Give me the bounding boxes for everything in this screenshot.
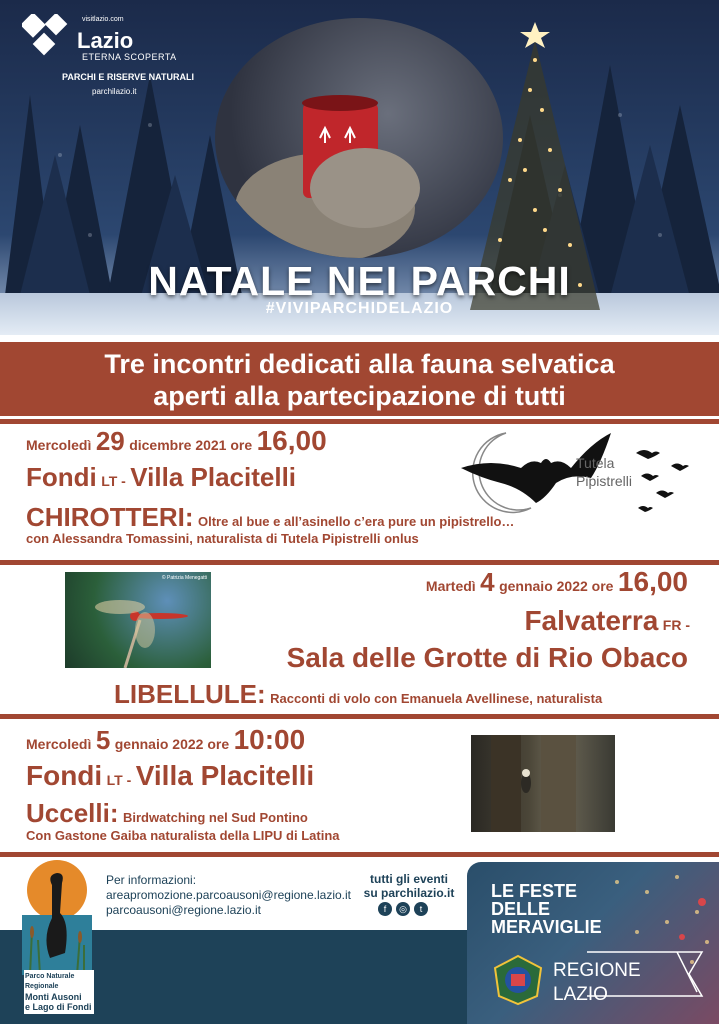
month-year: gennaio 2022 ore: [114, 736, 230, 752]
month-year: dicembre 2021 ore: [129, 437, 253, 453]
brand-tagline: ETERNA SCOPERTA: [82, 52, 177, 62]
divider: [0, 852, 719, 857]
event-1-date: [26, 425, 327, 457]
parks-url: parchilazio.it: [92, 87, 137, 96]
social-links: [378, 902, 428, 916]
lazio-mark-icon: [22, 14, 72, 64]
day-name: Mercoledì: [26, 736, 92, 752]
regione-lazio-emblem-icon: [493, 954, 543, 1006]
events-line-1: tutti gli eventi: [370, 872, 448, 886]
feste-title: [491, 882, 602, 936]
mug-photo: [215, 18, 503, 258]
divider: [0, 560, 719, 565]
month-year: gennaio 2022 ore: [499, 578, 614, 594]
hero-section: [0, 0, 719, 335]
page-title: NATALE NEI PARCHI: [148, 258, 571, 304]
photo-credit: © Patrizia Menegatti: [161, 575, 207, 581]
day-number: 5: [95, 725, 111, 755]
event-1-speaker: con Alessandra Tomassini, naturalista di Tutela Pipistrelli onlus: [26, 531, 419, 546]
logo-text-1: Tutela: [576, 455, 615, 471]
site-url: visitlazio.com: [82, 16, 124, 23]
topic: LIBELLULE:: [114, 679, 266, 709]
day-number: 4: [480, 567, 495, 597]
park-name-line-3: e Lago di Fondi: [25, 1002, 92, 1012]
email-1-link[interactable]: areapromozione.parcoausoni@regione.lazio.it: [106, 888, 351, 902]
banner-line-1: Tre incontri dedicati alla fauna selvatica: [104, 349, 615, 379]
topic-desc: Birdwatching nel Sud Pontino: [122, 810, 308, 825]
lazio-logo: [22, 14, 195, 96]
event-3-location: [26, 760, 314, 792]
banner-line-2: aperti alla partecipazione di tutti: [153, 381, 566, 411]
event-3-date: [26, 724, 305, 756]
place: Falvaterra: [524, 605, 659, 636]
event-3-topic: [26, 798, 308, 829]
province: LT -: [106, 772, 132, 788]
time: 16,00: [617, 566, 688, 597]
day-name: Mercoledì: [26, 437, 92, 453]
topic-desc: Oltre al bue e all’asinello c’era pure un pipistrello…: [198, 514, 515, 529]
event-2-date: [426, 566, 688, 598]
intro-banner: [0, 342, 719, 416]
twitter-icon[interactable]: t: [414, 902, 428, 916]
event-2-location: [524, 605, 690, 637]
facebook-icon[interactable]: f: [378, 902, 392, 916]
bird-photo: [471, 735, 615, 832]
email-2-link[interactable]: parcoausoni@regione.lazio.it: [106, 903, 261, 917]
day-number: 29: [95, 426, 125, 456]
province: FR -: [662, 617, 690, 633]
info-label: Per informazioni:: [106, 873, 197, 887]
park-name-line-2: Monti Ausoni: [25, 992, 82, 1002]
park-name-line-1: Parco Naturale Regionale: [25, 973, 75, 990]
brand-name: Lazio: [77, 28, 134, 53]
regione-line-1: REGIONE: [553, 960, 641, 981]
regione-line-2: LAZIO: [553, 984, 608, 1005]
event-3-speaker: Con Gastone Gaiba naturalista della LIPU di Latina: [26, 828, 340, 843]
instagram-icon[interactable]: ◎: [396, 902, 410, 916]
feste-meraviglie-panel: [467, 862, 719, 1024]
logo-text-2: Pipistrelli: [576, 473, 633, 489]
divider: [0, 419, 719, 424]
event-2-topic: [114, 679, 602, 710]
hashtag: #VIVIPARCHIDELAZIO: [265, 300, 454, 317]
venue: Villa Placitelli: [135, 760, 315, 791]
park-name: [24, 970, 94, 1014]
regione-lazio-label: [553, 959, 641, 1007]
place: Fondi: [26, 462, 97, 492]
event-1-topic: [26, 502, 514, 533]
day-name: Martedì: [425, 578, 476, 594]
time: 10:00: [233, 724, 306, 755]
feste-line-1: LE FESTE: [491, 881, 578, 901]
parks-label: PARCHI E RISERVE NATURALI: [62, 72, 195, 82]
feste-line-2: DELLE: [491, 899, 551, 919]
place: Fondi: [26, 760, 103, 791]
feste-line-3: MERAVIGLIE: [491, 917, 602, 937]
event-2-venue: Sala delle Grotte di Rio Obaco: [286, 642, 688, 673]
venue: Villa Placitelli: [130, 462, 297, 492]
contact-info: [106, 873, 351, 918]
topic: CHIROTTERI:: [26, 502, 194, 532]
time: 16,00: [256, 425, 327, 456]
tutela-pipistrelli-logo: [456, 428, 706, 518]
dragonfly-photo: [65, 572, 211, 668]
province: LT -: [101, 473, 126, 489]
all-events: [354, 872, 464, 900]
topic: Uccelli:: [26, 798, 119, 828]
divider: [0, 714, 719, 719]
events-line-2[interactable]: su parchilazio.it: [363, 886, 455, 900]
event-1-location: [26, 462, 296, 493]
topic-desc: Racconti di volo con Emanuela Avellinese, naturalista: [270, 691, 603, 706]
